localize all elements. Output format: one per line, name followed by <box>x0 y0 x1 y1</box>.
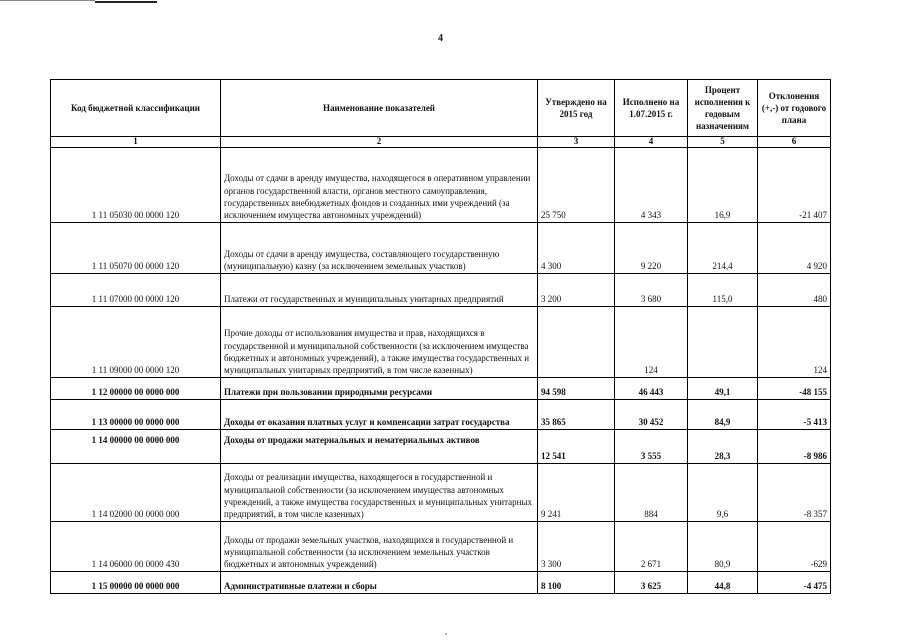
page-number: 4 <box>438 33 443 44</box>
approved-amount: 25 750 <box>538 148 615 223</box>
indicator-name: Платежи от государственных и муниципальных унитарных предприятий <box>221 274 538 307</box>
scan-edge-mark <box>0 0 160 5</box>
deviation-amount: -8 986 <box>758 430 831 464</box>
budget-code: 1 11 05030 00 0000 120 <box>51 148 221 223</box>
column-number: 6 <box>758 137 831 148</box>
deviation-amount: 4 920 <box>758 223 831 274</box>
approved-amount: 3 200 <box>538 274 615 307</box>
deviation-amount: -629 <box>758 522 831 572</box>
deviation-amount: -8 357 <box>758 464 831 522</box>
table-row <box>51 400 831 430</box>
deviation-amount: 124 <box>758 307 831 378</box>
indicator-name: Доходы от продажи материальных и нематериальных активов <box>221 430 538 464</box>
budget-table <box>50 79 831 594</box>
approved-amount <box>538 307 615 378</box>
table-row <box>51 522 831 572</box>
scan-speck <box>445 633 447 635</box>
budget-code: 1 11 05070 00 0000 120 <box>51 223 221 274</box>
executed-amount: 46 443 <box>615 378 688 400</box>
deviation-amount: -5 413 <box>758 400 831 430</box>
budget-code: 1 15 00000 00 0000 000 <box>51 572 221 594</box>
executed-amount: 3 680 <box>615 274 688 307</box>
column-number: 4 <box>615 137 688 148</box>
indicator-name: Доходы от сдачи в аренду имущества, находящегося в оперативном управлении органов государственной власти, органов местного самоуправления, государственных внебюджетных фондов и созданных ими учреждений (за исключением имущества автономных учреждений) <box>221 148 538 223</box>
approved-amount: 94 598 <box>538 378 615 400</box>
indicator-name: Доходы от продажи земельных участков, находящихся в государственной и муниципальной собственности (за исключением земельных участков бюджетных и автономных учреждений) <box>221 522 538 572</box>
execution-percent: 28,3 <box>688 430 758 464</box>
execution-percent: 84,9 <box>688 400 758 430</box>
table-row <box>51 572 831 594</box>
approved-amount: 12 541 <box>538 430 615 464</box>
execution-percent: 214,4 <box>688 223 758 274</box>
header-name: Наименование показателей <box>221 80 538 137</box>
budget-code: 1 12 00000 00 0000 000 <box>51 378 221 400</box>
executed-amount: 30 452 <box>615 400 688 430</box>
column-number: 2 <box>221 137 538 148</box>
executed-amount: 3 555 <box>615 430 688 464</box>
approved-amount: 4 300 <box>538 223 615 274</box>
table-row <box>51 274 831 307</box>
budget-code: 1 13 00000 00 0000 000 <box>51 400 221 430</box>
approved-amount: 3 300 <box>538 522 615 572</box>
execution-percent: 49,1 <box>688 378 758 400</box>
table-row <box>51 148 831 223</box>
indicator-name: Доходы от сдачи в аренду имущества, составляющего государственную (муниципальную) казну (за исключением земельных участков) <box>221 223 538 274</box>
executed-amount: 3 625 <box>615 572 688 594</box>
budget-code: 1 11 09000 00 0000 120 <box>51 307 221 378</box>
approved-amount: 35 865 <box>538 400 615 430</box>
approved-amount: 8 100 <box>538 572 615 594</box>
header-deviation: Отклонения (+,-) от годового плана <box>758 80 831 137</box>
budget-code: 1 11 07000 00 0000 120 <box>51 274 221 307</box>
header-code: Код бюджетной классификации <box>51 80 221 137</box>
indicator-name: Доходы от реализации имущества, находящегося в государственной и муниципальной собственности (за исключением имущества автономных учреждений, а также имущества государственных и муниципальных унитарных предприятий, в том числе казенных) <box>221 464 538 522</box>
column-number: 5 <box>688 137 758 148</box>
executed-amount: 124 <box>615 307 688 378</box>
execution-percent: 44,8 <box>688 572 758 594</box>
column-number: 1 <box>51 137 221 148</box>
budget-code: 1 14 00000 00 0000 000 <box>51 430 221 464</box>
indicator-name: Административные платежи и сборы <box>221 572 538 594</box>
table-row <box>51 378 831 400</box>
column-number: 3 <box>538 137 615 148</box>
indicator-name: Платежи при пользовании природными ресурсами <box>221 378 538 400</box>
deviation-amount: -4 475 <box>758 572 831 594</box>
table-row <box>51 307 831 378</box>
table-row <box>51 464 831 522</box>
deviation-amount: 480 <box>758 274 831 307</box>
indicator-name: Прочие доходы от использования имущества и прав, находящихся в государственной и муниципальной собственности (за исключением имущества бюджетных и автономных учреждений), а также имущества государственных и муниципальных унитарных предприятий, в том числе казенных) <box>221 307 538 378</box>
execution-percent: 115,0 <box>688 274 758 307</box>
deviation-amount: -48 155 <box>758 378 831 400</box>
deviation-amount: -21 407 <box>758 148 831 223</box>
executed-amount: 884 <box>615 464 688 522</box>
header-executed: Исполнено на 1.07.2015 г. <box>615 80 688 137</box>
execution-percent: 16,9 <box>688 148 758 223</box>
table-row <box>51 430 831 464</box>
header-row <box>51 80 831 137</box>
executed-amount: 4 343 <box>615 148 688 223</box>
execution-percent: 80,9 <box>688 522 758 572</box>
executed-amount: 2 671 <box>615 522 688 572</box>
header-percent: Процент исполнения к годовым назначениям <box>688 80 758 137</box>
table-row <box>51 223 831 274</box>
executed-amount: 9 220 <box>615 223 688 274</box>
column-number-row <box>51 137 831 148</box>
approved-amount: 9 241 <box>538 464 615 522</box>
header-approved: Утверждено на 2015 год <box>538 80 615 137</box>
budget-code: 1 14 06000 00 0000 430 <box>51 522 221 572</box>
execution-percent: 9,6 <box>688 464 758 522</box>
execution-percent <box>688 307 758 378</box>
indicator-name: Доходы от оказания платных услуг и компенсации затрат государства <box>221 400 538 430</box>
budget-code: 1 14 02000 00 0000 000 <box>51 464 221 522</box>
